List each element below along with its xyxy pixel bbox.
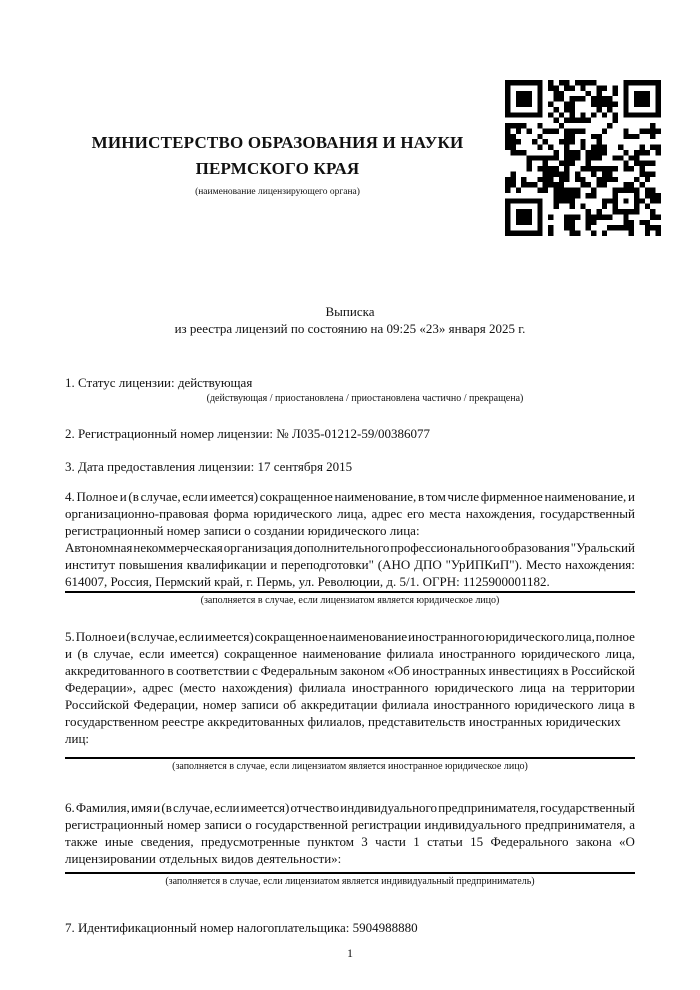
paragraph-line: и (в случае, если имеется) сокращенное наименование филиала иностранного юридического лица, — [65, 646, 635, 661]
page-number: 1 — [347, 946, 353, 960]
item-5-foreign-entity — [65, 628, 635, 747]
ministry-caption: (наименование лицензирующего органа) — [195, 187, 360, 197]
field-underline — [65, 591, 635, 593]
paragraph-line: Российской Федерации, номер записи об аккредитации филиала иностранного юридического лица в — [65, 697, 635, 712]
item-1-license-status: 1. Статус лицензии: действующая — [65, 375, 253, 390]
ministry-name-line1: МИНИСТЕРСТВО ОБРАЗОВАНИЯ И НАУКИ — [91, 133, 464, 152]
document-body — [65, 303, 635, 962]
item-3-grant-date: 3. Дата предоставления лицензии: 17 сентября 2015 — [65, 459, 353, 474]
paragraph-line: также иные сведения, предусмотренные пунктом 3 части 1 статьи 15 Федерального закона «О — [65, 834, 635, 849]
ministry-name-line2: ПЕРМСКОГО КРАЯ — [195, 159, 360, 178]
paragraph-line: 614007, Россия, Пермский край, г. Пермь, ул. Революции, д. 5/1. ОГРН: 1125900001182. — [65, 574, 550, 589]
field-underline — [65, 757, 635, 759]
item-1-note: (действующая / приостановлена / приостановлена частично / прекращена) — [206, 393, 524, 404]
licensing-authority-header — [60, 130, 495, 197]
document-subtitle: из реестра лицензий по состоянию на 09:25 «23» января 2025 г. — [174, 321, 526, 336]
paragraph-line: лицензировании отдельных видов деятельности»: — [65, 851, 342, 866]
paragraph-line: организационно-правовая форма юридического лица, адрес его места нахождения, государственный — [65, 506, 635, 521]
paragraph-line: Федерации», адрес (место нахождения) филиала иностранного юридического лица на территории — [65, 680, 635, 695]
paragraph-line: государственном реестре аккредитованных филиалов, представительств иностранных юридических лиц: — [65, 714, 621, 746]
paragraph-line: 4. Полное и (в случае, если имеется) сокращенное наименование, в том числе фирменное наименование, и — [65, 489, 635, 504]
item-4-legal-entity — [65, 488, 635, 590]
paragraph-line: регистрационный номер записи о государственной регистрации индивидуального предпринимателя, а — [65, 817, 635, 832]
qr-code-icon — [505, 80, 661, 236]
item-6-note: (заполняется в случае, если лицензиатом является индивидуальный предприниматель) — [165, 876, 535, 887]
document-title: Выписка — [325, 304, 375, 319]
paragraph-line: институт повышения квалификации и переподготовки" (АНО ДПО "УрИПКиП"). Место нахождения: — [65, 557, 635, 572]
paragraph-line: регистрационный номер записи о создании юридического лица: — [65, 523, 420, 538]
item-7-taxpayer-number: 7. Идентификационный номер налогоплательщика: 5904988880 — [65, 920, 418, 935]
paragraph-line: аккредитованного в соответствии с Федеральным законом «Об иностранных инвестициях в Российской — [65, 663, 635, 678]
item-4-note: (заполняется в случае, если лицензиатом является юридическое лицо) — [200, 595, 500, 606]
field-underline — [65, 872, 635, 874]
item-2-registration-number: 2. Регистрационный номер лицензии: № Л035-01212-59/00386077 — [65, 426, 431, 441]
paragraph-line: 5. Полное и (в случае, если имеется) сокращенное наименование иностранного юридического лица, полное — [65, 629, 635, 644]
item-5-note: (заполняется в случае, если лицензиатом является иностранное юридическое лицо) — [172, 761, 528, 772]
item-6-individual-entrepreneur — [65, 799, 635, 867]
paragraph-line: Автономная некоммерческая организация дополнительного профессионального образования "Уральский — [65, 540, 635, 555]
paragraph-line: 6. Фамилия, имя и (в случае, если имеется) отчество индивидуального предпринимателя, государственный — [65, 800, 635, 815]
